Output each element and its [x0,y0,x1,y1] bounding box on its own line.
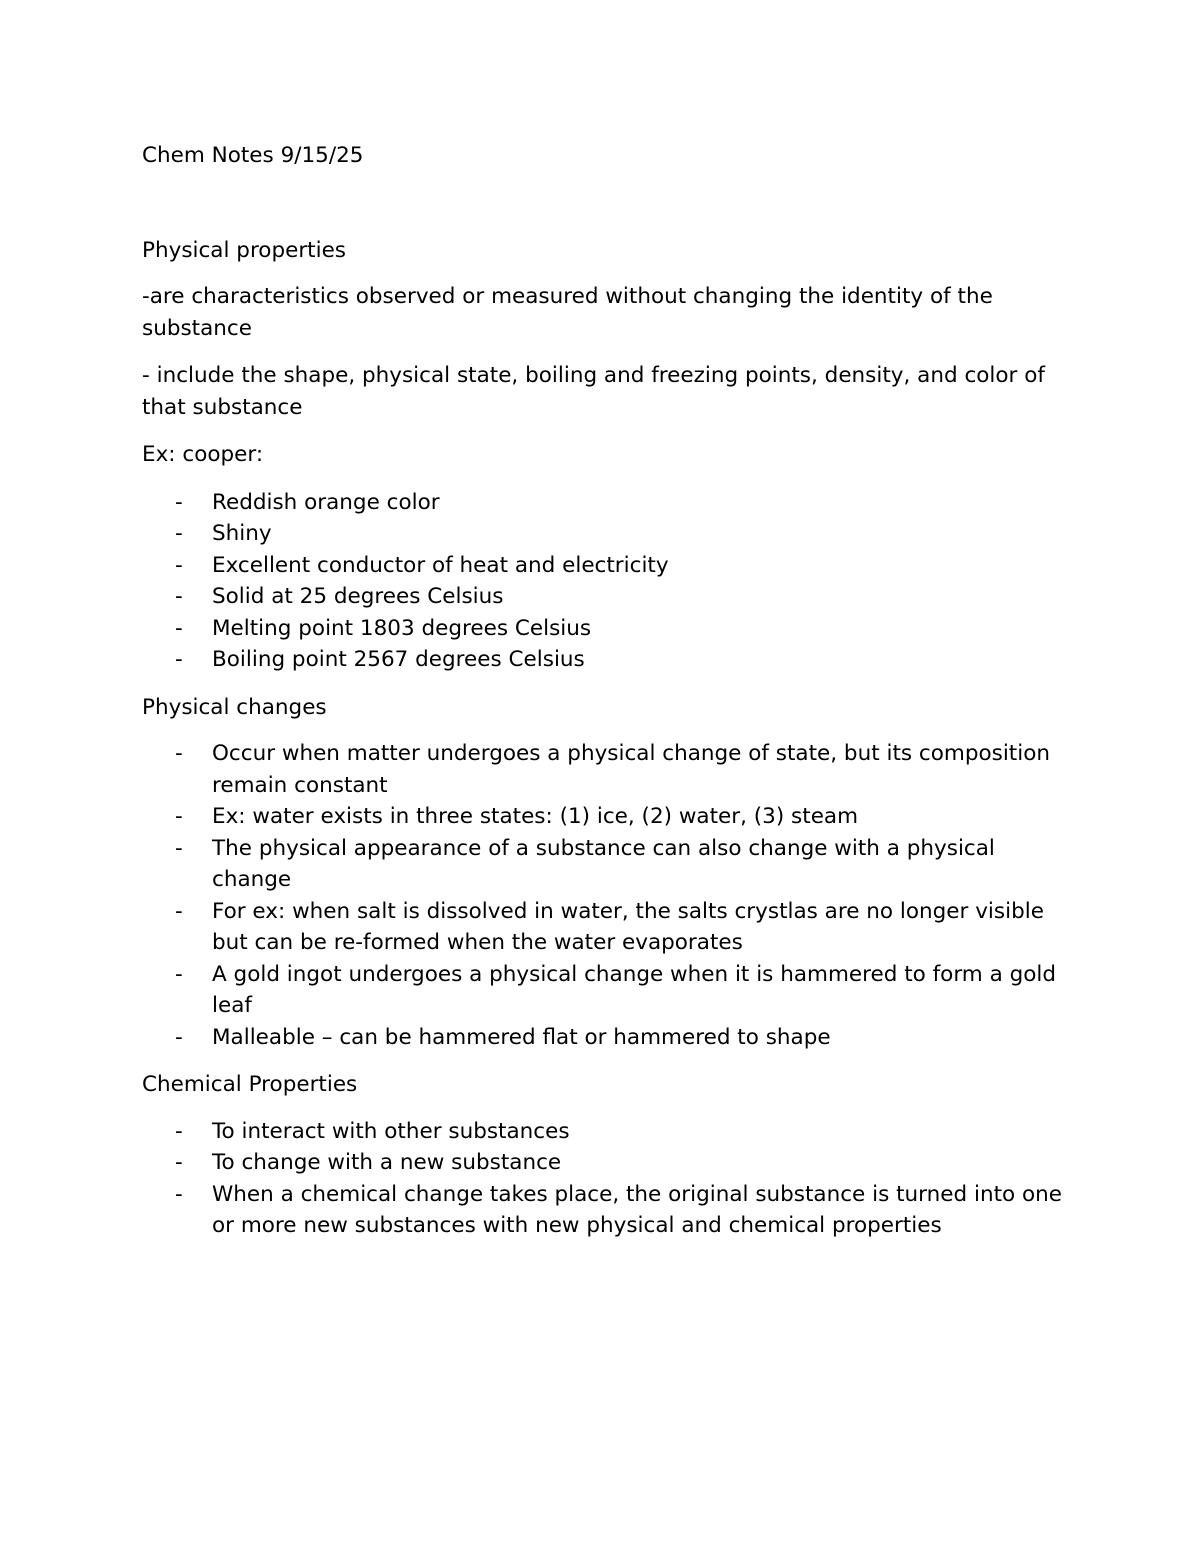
list-item-text: To interact with other substances [212,1118,570,1144]
copper-properties-list [142,487,1067,676]
dash-bullet: - [175,804,183,829]
list-item-text: Melting point 1803 degrees Celsius [212,615,592,641]
list-item [142,833,1067,896]
dash-bullet: - [175,1118,183,1144]
section-heading-physical-changes: Physical changes [142,694,327,720]
list-item-text: Excellent conductor of heat and electricity [212,552,669,578]
list-item-text: For ex: when salt is dissolved in water, the salts crystlas are no longer visible but can be re-formed when the water evaporates [212,898,1044,955]
list-item-text: Boiling point 2567 degrees Celsius [212,647,585,672]
list-item [142,1179,1067,1242]
chemical-properties-list [142,1116,1067,1242]
list-item-text: Ex: water exists in three states: (1) ice, (2) water, (3) steam [212,804,859,829]
dash-bullet: - [175,741,183,766]
paragraph: -are characteristics observed or measured without changing the identity of the substance [142,284,993,341]
list-item-text: Occur when matter undergoes a physical change of state, but its composition remain constant [212,741,1050,798]
dash-bullet: - [175,961,183,987]
dash-bullet: - [175,489,183,515]
list-item-text: To change with a new substance [212,1150,562,1175]
list-item-text: Solid at 25 degrees Celsius [212,584,504,609]
dash-bullet: - [175,1150,183,1175]
list-item [142,801,1067,833]
dash-bullet: - [175,647,183,672]
list-item-text: A gold ingot undergoes a physical change when it is hammered to form a gold leaf [212,961,1057,1018]
list-item [142,896,1067,959]
dash-bullet: - [175,835,183,861]
list-item [142,644,1067,676]
list-item-text: The physical appearance of a substance can also change with a physical change [212,835,995,892]
list-item [142,613,1067,645]
list-item-text: Shiny [212,521,272,546]
paragraph: - include the shape, physical state, boiling and freezing points, density, and color of that substance [142,363,1045,420]
physical-changes-list [142,738,1067,1053]
section-heading-physical-properties: Physical properties [142,237,347,263]
list-item [142,1116,1067,1148]
example-label: Ex: cooper: [142,442,264,467]
list-item [142,1147,1067,1179]
dash-bullet: - [175,615,183,641]
list-item-text: Malleable – can be hammered flat or hammered to shape [212,1024,831,1050]
page-title: Chem Notes 9/15/25 [142,143,364,168]
list-item [142,959,1067,1022]
document-body [142,140,1067,1258]
list-item-text: Reddish orange color [212,489,440,515]
list-item [142,550,1067,582]
list-item [142,738,1067,801]
dash-bullet: - [175,521,183,546]
list-item [142,518,1067,550]
dash-bullet: - [175,1024,183,1050]
dash-bullet: - [175,1181,183,1207]
list-item-text: When a chemical change takes place, the original substance is turned into one or more new substances with new physical and chemical properties [212,1181,1062,1238]
dash-bullet: - [175,584,183,609]
list-item [142,581,1067,613]
section-heading-chemical-properties: Chemical Properties [142,1072,358,1097]
dash-bullet: - [175,898,183,924]
list-item [142,1022,1067,1054]
dash-bullet: - [175,552,183,578]
list-item [142,487,1067,519]
